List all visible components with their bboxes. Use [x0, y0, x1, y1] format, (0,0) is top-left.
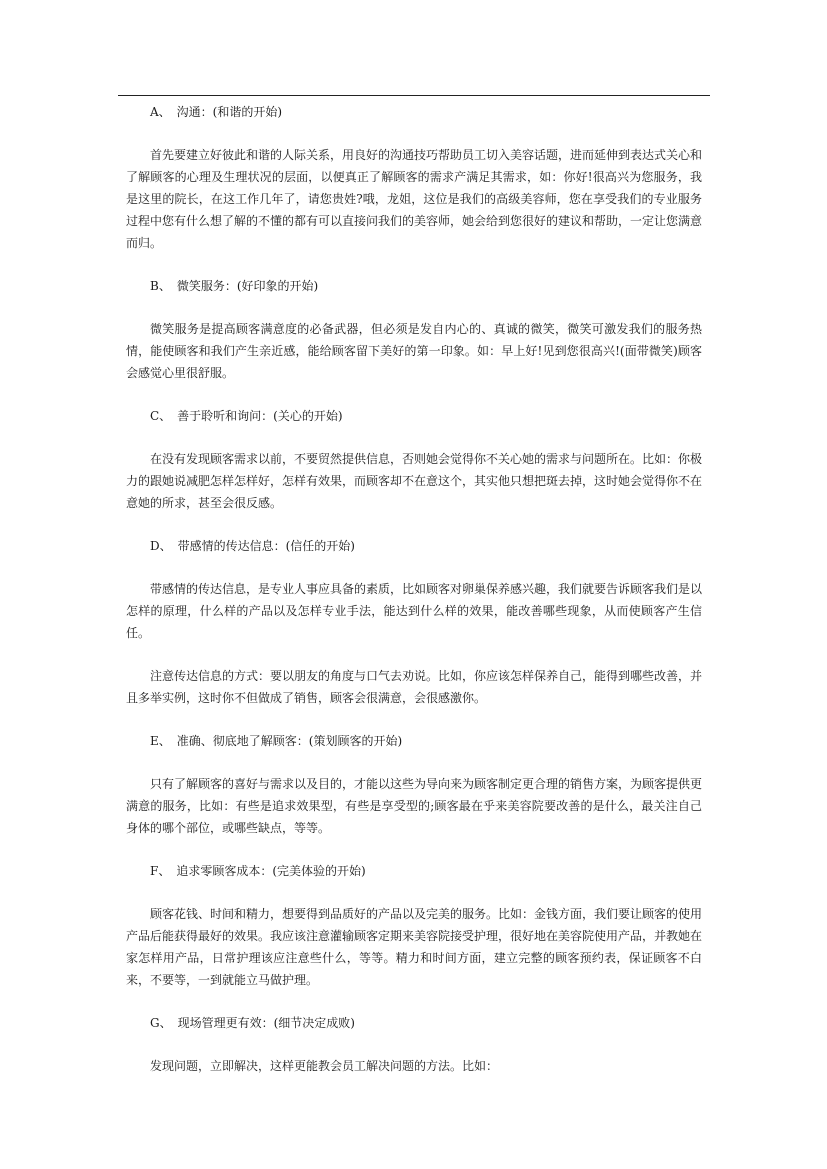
section-d-paragraph-2: 注意传达信息的方式：要以朋友的角度与口气去劝说。比如，你应该怎样保养自己，能得到哪些改善，并且多举实例，这时你不但做成了销售，顾客会很满意，会很感激你。 [126, 669, 703, 705]
section-a-paragraph-1: 首先要建立好彼此和谐的人际关系，用良好的沟通技巧帮助员工切入美容话题，进而延伸到表达式关心和了解顾客的心理及生理状况的层面，以便真正了解顾客的需求产满足其需求，如：你好!很高兴为您服务，我是这里的院长，在这工作几年了，请您贵姓?哦，龙姐，这位是我们的高级美容师，您在享受我们的专业服务过程中您有什么想了解的不懂的都有可以直接问我们的美容师，她会给到您很好的建议和帮助，一定让您满意而归。 [126, 148, 703, 250]
header-rule [118, 95, 710, 96]
section-f-paragraph-1: 顾客花钱、时间和精力，想要得到品质好的产品以及完美的服务。比如：金钱方面，我们要让顾客的使用产品后能获得最好的效果。我应该注意灌输顾客定期来美容院接受护理，很好地在美容院使用产品，并教她在家怎样用产品，日常护理该应注意些什么，等等。精力和时间方面，建立完整的顾客预约表，保证顾客不白来，不要等，一到就能立马做护理。 [126, 907, 703, 987]
section-b-paragraph-1: 微笑服务是提高顾客满意度的必备武器，但必须是发自内心的、真诚的微笑，微笑可激发我们的服务热情，能使顾客和我们产生亲近感，能给顾客留下美好的第一印象。如：早上好!见到您很高兴!(面带微笑)顾客会感觉心里很舒服。 [126, 322, 702, 380]
section-g-paragraph-1: 发现问题，立即解决，这样更能教会员工解决问题的方法。比如： [150, 1059, 499, 1073]
document-body [126, 101, 702, 1077]
section-e-paragraph-1: 只有了解顾客的喜好与需求以及目的，才能以这些为导向来为顾客制定更合理的销售方案，为顾客提供更满意的服务，比如：有些是追求效果型，有些是享受型的;顾客最在乎来美容院要改善的是什么，最关注自己身体的哪个部位，或哪些缺点，等等。 [126, 777, 703, 835]
section-heading-b: B、 微笑服务：(好印象的开始) [150, 279, 319, 293]
section-heading-d: D、 带感情的传达信息：(信任的开始) [150, 539, 355, 553]
section-d-paragraph-1: 带感情的传达信息，是专业人事应具备的素质，比如顾客对卵巢保养感兴趣，我们就要告诉顾客我们是以怎样的原理，什么样的产品以及怎样专业手法，能达到什么样的效果，能改善哪些现象，从而使顾客产生信任。 [126, 582, 703, 640]
section-c-paragraph-1: 在没有发现顾客需求以前，不要贸然提供信息，否则她会觉得你不关心她的需求与问题所在。比如：你极力的跟她说减肥怎样怎样好，怎样有效果，而顾客却不在意这个，其实他只想把斑去掉，这时她会觉得你不在意她的所求，甚至会很反感。 [126, 452, 703, 510]
section-heading-a: A、 沟通：(和谐的开始) [150, 105, 283, 119]
section-heading-c: C、 善于聆听和询问：(关心的开始) [150, 409, 343, 423]
section-heading-e: E、 准确、彻底地了解顾客：(策划顾客的开始) [150, 734, 403, 748]
section-heading-g: G、 现场管理更有效：(细节决定成败) [150, 1016, 355, 1030]
section-heading-f: F、 追求零顾客成本：(完美体验的开始) [150, 864, 366, 878]
